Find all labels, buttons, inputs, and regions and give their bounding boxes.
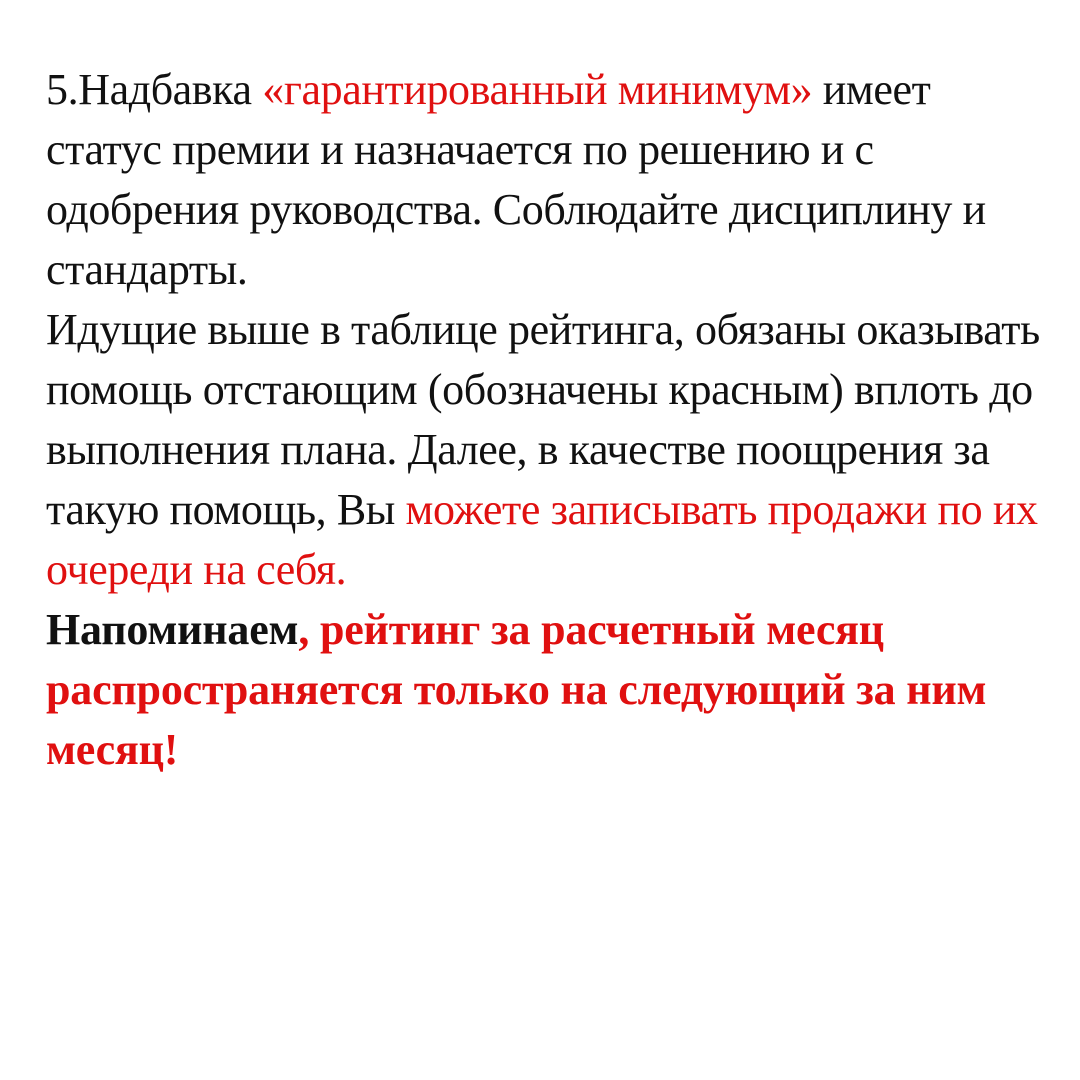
helping-paragraph [46, 300, 1050, 600]
reminder-highlight: , рейтинг за расчетный месяц распространяется только на следующий за ним месяц! [46, 605, 987, 774]
reminder-lead: Напоминаем [46, 605, 299, 654]
reminder-paragraph [46, 600, 1050, 780]
rule-paragraph [46, 60, 1050, 300]
helping-text: Идущие выше в таблице рейтинга, обязаны оказывать помощь отстающим (обозначены красным) вплоть до выполнения плана. Далее, в качестве поощрения за такую помощь, Вы [46, 305, 1040, 534]
rule-prefix: 5.Надбавка [46, 65, 263, 114]
rule-text: имеет статус премии и назначается по решению и с одобрения руководства. Соблюдайте дисциплину и стандарты. [46, 65, 986, 294]
helping-highlight: можете записывать продажи по их очереди на себя. [46, 485, 1038, 594]
guaranteed-minimum-highlight: «гарантированный минимум» [262, 65, 813, 114]
